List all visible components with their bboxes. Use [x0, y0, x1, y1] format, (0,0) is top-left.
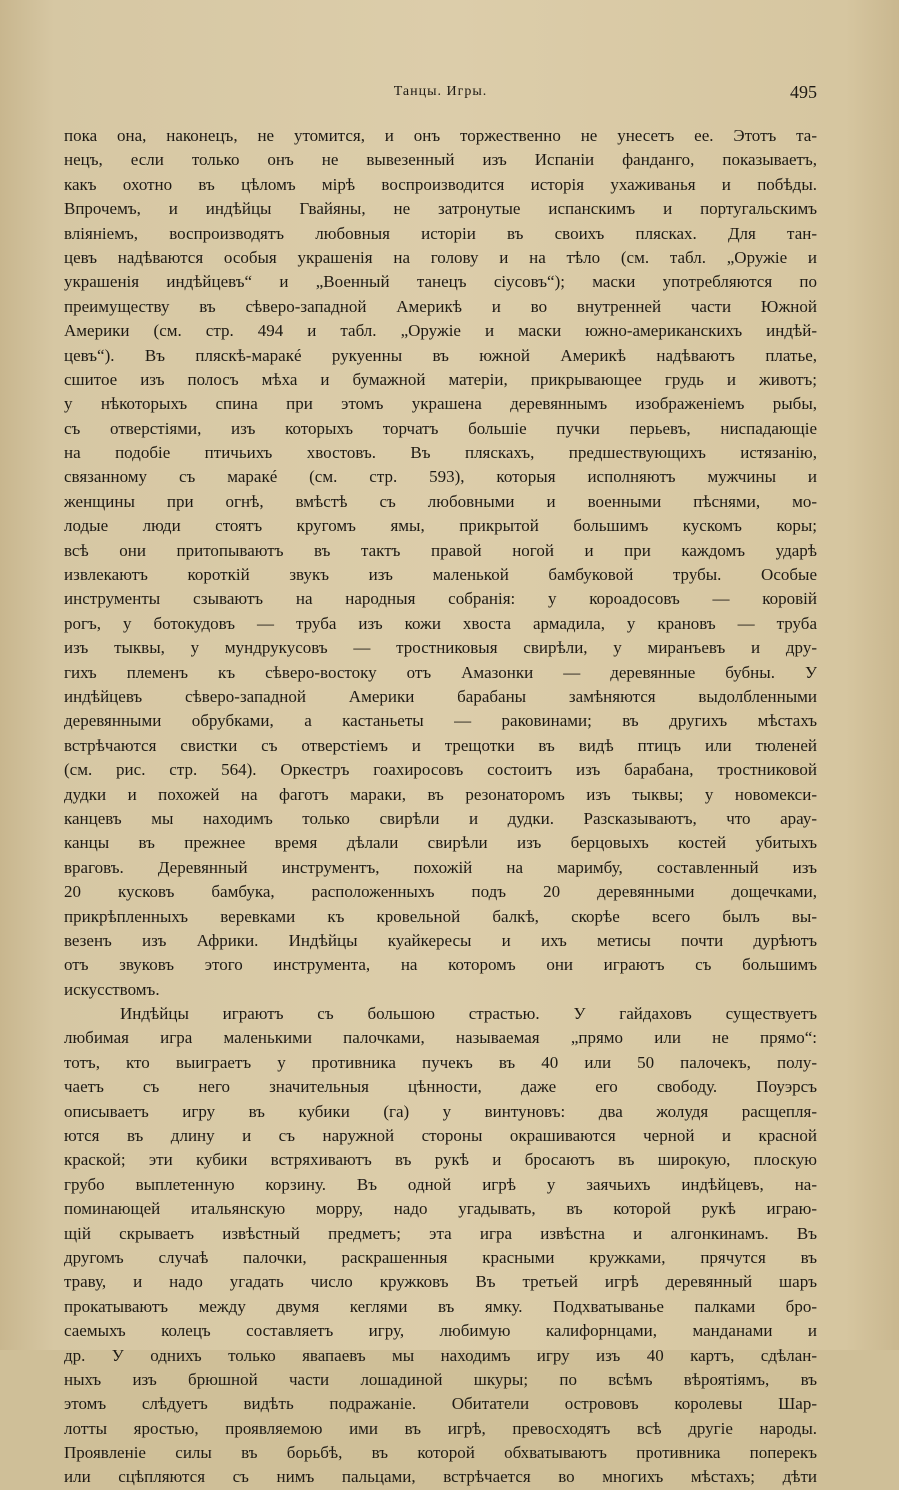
text-line: цевъ надѣваются особыя украшенiя на голову и на тѣло (см. табл. „Оружiе и [64, 247, 817, 267]
text-line: деревянными обрубками, а кастаньеты — раковинами; въ другихъ мѣстахъ [64, 711, 817, 731]
text-line: описываетъ игру въ кубики (га) у винтуновъ: два жолудя расщепля- [64, 1101, 817, 1121]
text-line: инструменты сзываютъ на народныя собранiя: у короадосовъ — коровiй [64, 589, 817, 609]
text-line: пока она, наконецъ, не утомится, и онъ торжественно не унесетъ ее. Этотъ та- [64, 126, 817, 145]
text-line: везенъ изъ Африки. Индѣйцы куайкересы и ихъ метисы почти дурѣютъ [64, 930, 817, 950]
text-line: прокатываютъ между двумя кеглями въ ямку. Подхватыванье палками бро- [64, 1296, 817, 1316]
text-line: ныхъ изъ брюшной части лошадиной шкуры; по всѣмъ вѣроятiямъ, въ [64, 1369, 817, 1389]
text-line: враговъ. Деревянный инструментъ, похожiй на маримбу, составленный изъ [64, 857, 817, 877]
text-line: женщины при огнѣ, вмѣстѣ съ любовными и военными пѣснями, мо- [64, 491, 817, 511]
text-line: траву, и надо угадать число кружковъ Въ третьей игрѣ деревянный шаръ [64, 1272, 817, 1292]
text-line: этомъ слѣдуетъ видѣть подражанiе. Обитатели острововъ королевы Шар- [64, 1394, 817, 1414]
text-line: влiянiемъ, воспроизводятъ любовныя исторiи въ своихъ плясках. Для тан- [64, 223, 817, 243]
text-line: Впрочемъ, и индѣйцы Гвайяны, не затронутые испанскимъ и португальскимъ [64, 199, 817, 219]
text-line: сшитое изъ полосъ мѣха и бумажной матерiи, прикрывающее грудь и животъ; [64, 369, 817, 389]
text-line: ются въ длину и съ наружной стороны окрашиваются черной и красной [64, 1126, 817, 1146]
running-head: Танцы. Игры. [393, 84, 488, 99]
text-line: гихъ племенъ къ сѣверо-востоку отъ Амазонки — деревянные бубны. У [64, 662, 817, 682]
text-line: лодые люди стоятъ кругомъ ямы, прикрытой большимъ кускомъ коры; [64, 516, 817, 536]
text-line: индѣйцевъ сѣверо-западной Америки барабаны замѣняются выдолбленными [64, 686, 817, 706]
text-line: тотъ, кто выиграетъ у противника пучекъ въ 40 или 50 палочекъ, полу- [64, 1052, 817, 1072]
text-line: канцы въ прежнее время дѣлали свирѣли изъ берцовыхъ костей убитыхъ [64, 833, 817, 853]
text-line: извлекаютъ короткiй звукъ изъ маленькой бамбуковой трубы. Особые [64, 565, 817, 585]
text-line: Америки (см. стр. 494 и табл. „Оружiе и маски южно-американскихъ индѣй- [64, 321, 817, 341]
text-line: щiй скрываетъ извѣстный предметъ; эта игра извѣстна и алгонкинамъ. Въ [64, 1223, 817, 1243]
page-header [64, 84, 817, 114]
page-number: 495 [790, 82, 817, 102]
text-line: лотты яростью, проявляемою ими въ игрѣ, превосходятъ всѣ другiе народы. [64, 1418, 817, 1438]
text-line: съ отверстiями, изъ которыхъ торчатъ большiе пучки перьевъ, ниспадающiе [64, 418, 817, 438]
text-line: или сцѣпляются съ нимъ пальцами, встрѣчается во многихъ мѣстахъ; дѣти [64, 1467, 817, 1487]
text-line: украшенiя индѣйцевъ“ и „Военный танецъ сiусовъ“); маски употребляются по [64, 272, 817, 292]
text-line: преимуществу въ сѣверо-западной Америкѣ и во внутренней части Южной [64, 296, 817, 316]
text-line: Проявленiе силы въ борьбѣ, въ которой обхватываютъ противника поперекъ [64, 1443, 817, 1463]
paragraph-start-line: Индѣйцы играютъ съ большою страстью. У гайдаховъ существуетъ [120, 1004, 817, 1024]
text-line: грубо выплетенную корзину. Въ одной игрѣ у заячьихъ индѣйцевъ, на- [64, 1174, 817, 1194]
text-line: связанному съ маракé (см. стр. 593), которыя исполняютъ мужчины и [64, 467, 817, 487]
text-line: на подобiе птичьихъ хвостовъ. Въ пляскахъ, предшествующихъ истязанiю, [64, 443, 817, 463]
text-line: любимая игра маленькими палочками, называемая „прямо или не прямо“: [64, 1028, 817, 1048]
text-line: нецъ, если только онъ не вывезенный изъ Испанiи фанданго, показываетъ, [64, 150, 817, 170]
text-line: саемыхъ колецъ составляетъ игру, любимую калифорнцами, манданами и [64, 1321, 817, 1341]
text-line: какъ охотно въ цѣломъ мiрѣ воспроизводится исторiя ухаживанья и побѣды. [64, 174, 817, 194]
text-line: краской; эти кубики встряхиваютъ въ рукѣ и бросаютъ въ широкую, плоскую [64, 1150, 817, 1170]
text-line: отъ звуковъ этого инструмента, на которомъ они играютъ съ большимъ [64, 955, 817, 975]
text-line: рогъ, у ботокудовъ — труба изъ кожи хвоста армадила, у крановъ — труба [64, 613, 817, 633]
text-line: всѣ они притопываютъ въ тактъ правой ногой и при каждомъ ударѣ [64, 540, 817, 560]
text-line: дудки и похожей на фаготъ мараки, въ резонаторомъ изъ тыквы; у новомекси- [64, 784, 817, 804]
paragraph-end-line: искусствомъ. [64, 979, 160, 999]
text-line: поминающей итальянскую морру, надо угадывать, въ которой рукѣ играю- [64, 1199, 817, 1219]
text-line: чаетъ съ него значительныя цѣнности, даже его свободу. Поуэрсъ [64, 1077, 817, 1097]
text-line: канцевъ мы находимъ только свирѣли и дудки. Разсказываютъ, что арау- [64, 808, 817, 828]
text-line: 20 кусковъ бамбука, расположенныхъ подъ 20 деревянными дощечками, [64, 882, 817, 902]
text-line: (см. рис. стр. 564). Оркестръ гоахиросовъ состоитъ изъ барабана, тростниковой [64, 760, 817, 780]
page-body [64, 124, 817, 1490]
text-line: цевъ“). Въ пляскѣ-маракé рукуенны въ южной Америкѣ надѣваютъ платье, [64, 345, 817, 365]
text-line: др. У однихъ только явапаевъ мы находимъ игру изъ 40 картъ, сдѣлан- [64, 1345, 817, 1365]
text-line: встрѣчаются свистки съ отверстiемъ и трещотки въ видѣ птицъ или тюленей [64, 735, 817, 755]
text-line: у нѣкоторыхъ спина при этомъ украшена деревяннымъ изображенiемъ рыбы, [64, 394, 817, 414]
text-line: другомъ случаѣ палочки, раскрашенныя красными кружками, прячутся въ [64, 1247, 817, 1267]
text-line: прикрѣпленныхъ веревками къ кровельной балкѣ, скорѣе всего былъ вы- [64, 906, 817, 926]
text-line: изъ тыквы, у мундрукусовъ — тростниковыя свирѣли, у миранъевъ и дру- [64, 638, 817, 658]
